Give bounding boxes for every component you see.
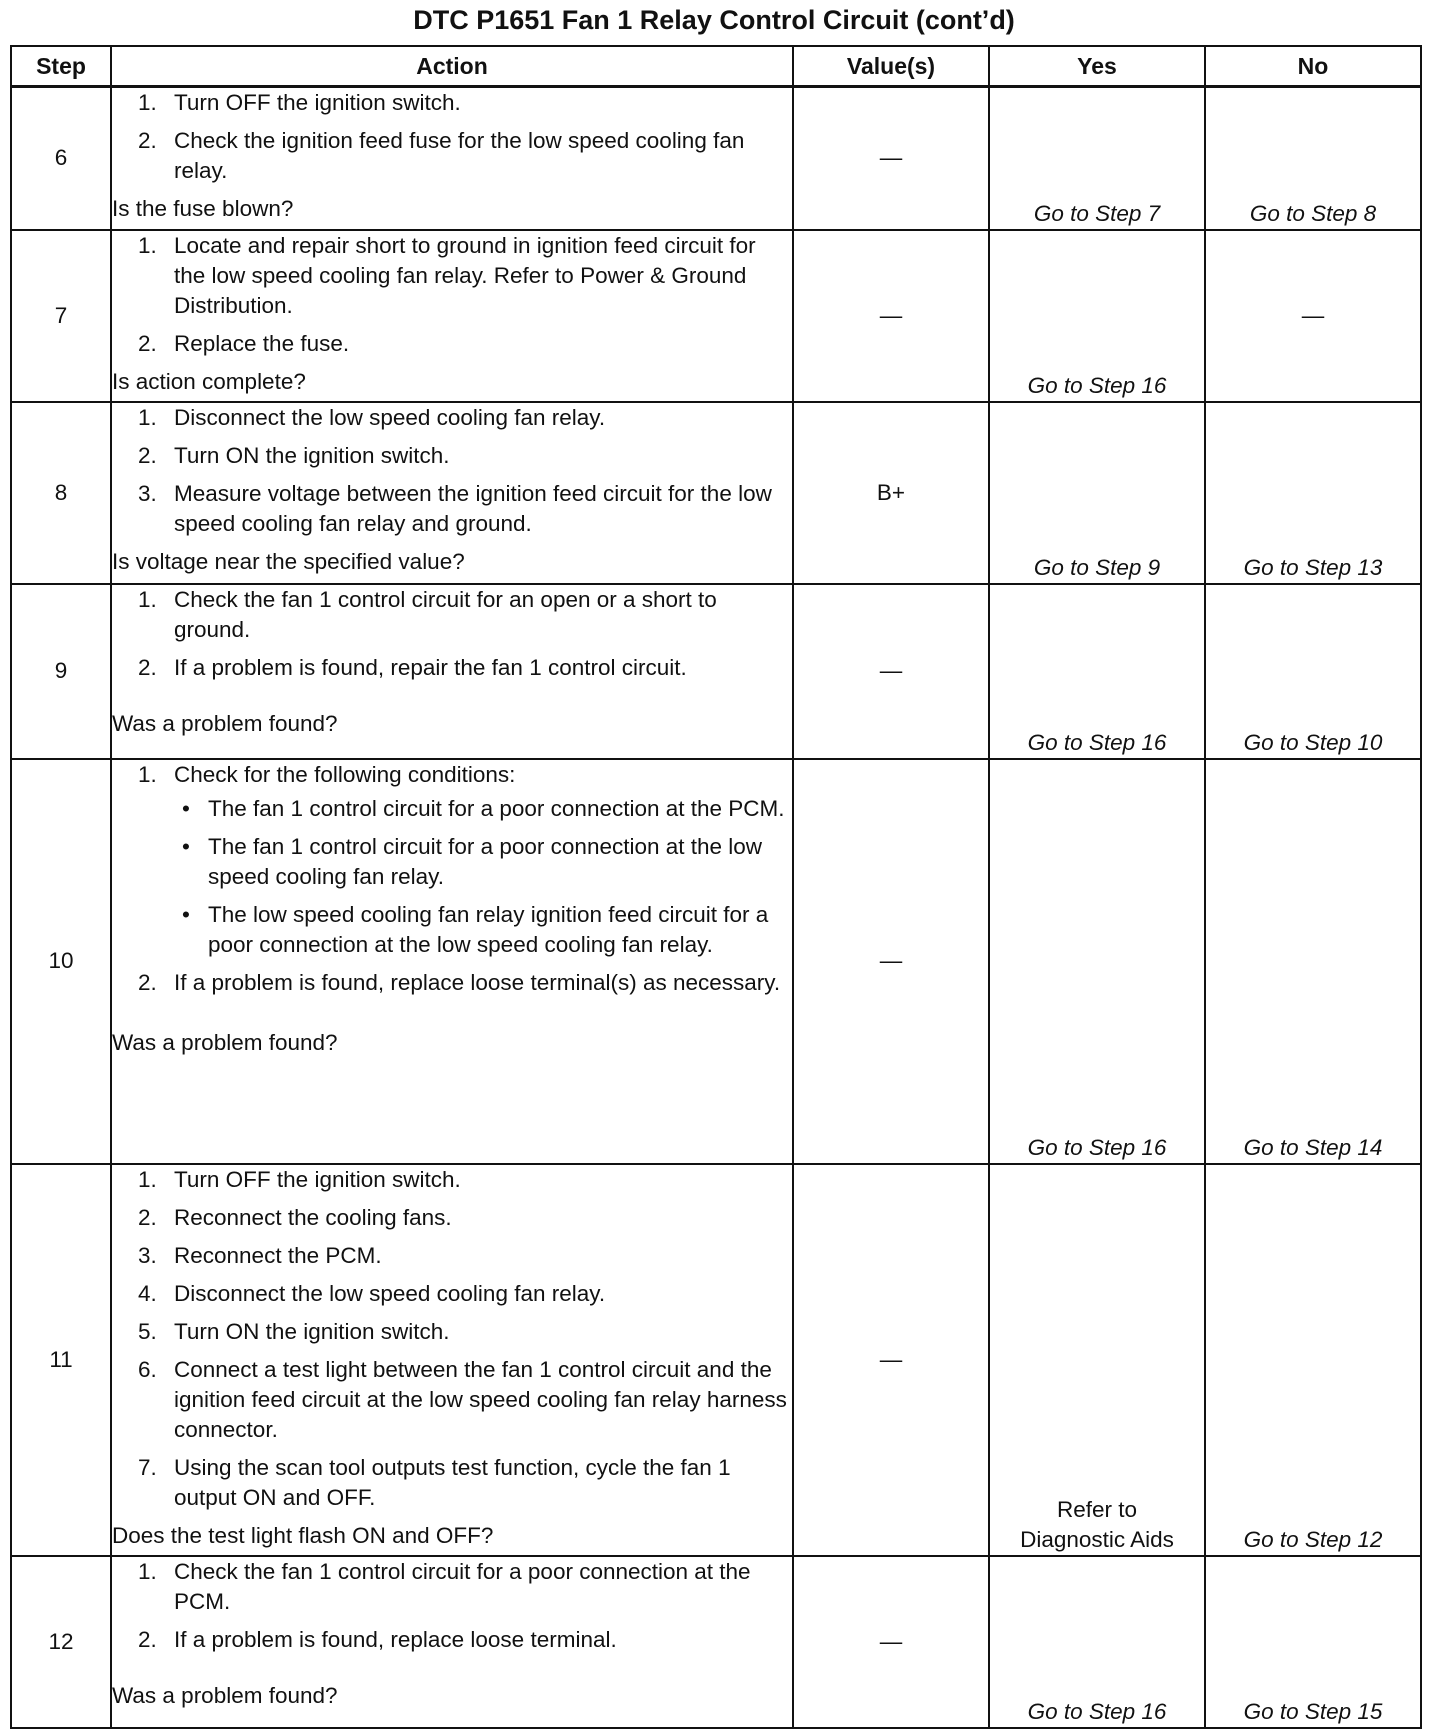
no-result: Go to Step 12: [1205, 1164, 1421, 1556]
list-item: [112, 1241, 792, 1271]
list-item: [112, 1557, 792, 1617]
item-number: 2.: [138, 330, 157, 356]
value-cell: —: [793, 1164, 989, 1556]
list-item: [112, 968, 792, 998]
item-number: 4.: [138, 1280, 157, 1306]
item-number: 1.: [138, 90, 157, 115]
action-cell: [111, 759, 793, 1164]
step-number: 12: [11, 1556, 111, 1728]
step-number: 6: [11, 87, 111, 230]
action-list: [112, 1557, 792, 1655]
condition-list: [174, 794, 792, 960]
bullet-icon: •: [182, 795, 190, 821]
item-number: 5.: [138, 1318, 157, 1344]
action-list: [112, 88, 792, 186]
list-item: [112, 1165, 792, 1195]
table-row: [11, 230, 1421, 402]
list-item: [112, 88, 792, 118]
list-item: [174, 794, 792, 824]
table-row: [11, 759, 1421, 1164]
step-number: 9: [11, 584, 111, 759]
item-number: 1.: [138, 1558, 157, 1584]
no-result: Go to Step 15: [1205, 1556, 1421, 1728]
value-cell: —: [793, 759, 989, 1164]
item-text: Disconnect the low speed cooling fan relay.: [174, 1280, 606, 1306]
list-item: [112, 126, 792, 186]
list-item: [174, 900, 792, 960]
list-item: [112, 585, 792, 645]
item-text: Check the fan 1 control circuit for an open or a short to ground.: [174, 586, 717, 642]
list-item: [112, 1453, 792, 1513]
yes-result: Go to Step 16: [989, 1556, 1205, 1728]
item-number: 1.: [138, 1166, 157, 1192]
diagnostic-table: [10, 45, 1422, 1729]
item-text: The fan 1 control circuit for a poor connection at the low speed cooling fan relay.: [208, 833, 763, 889]
header-values: Value(s): [793, 46, 989, 87]
question-text: Does the test light flash ON and OFF?: [112, 1522, 494, 1548]
yes-result: Go to Step 16: [989, 759, 1205, 1164]
item-text: Turn ON the ignition switch.: [174, 442, 450, 468]
action-list: [112, 231, 792, 359]
question-text: Is action complete?: [112, 368, 306, 394]
item-text: The low speed cooling fan relay ignition feed circuit for a poor connection at the low speed cooling fan relay.: [208, 901, 769, 957]
item-number: 6.: [138, 1356, 157, 1382]
action-list: [112, 403, 792, 539]
list-item: [112, 1355, 792, 1445]
list-item: [112, 1317, 792, 1347]
no-result: Go to Step 8: [1205, 87, 1421, 230]
header-step: Step: [11, 46, 111, 87]
action-cell: [111, 584, 793, 759]
action-cell: [111, 230, 793, 402]
list-item: [112, 441, 792, 471]
table-row: [11, 402, 1421, 584]
yes-result: Go to Step 9: [989, 402, 1205, 584]
no-result: Go to Step 14: [1205, 759, 1421, 1164]
item-text: The fan 1 control circuit for a poor connection at the PCM.: [208, 795, 785, 821]
item-number: 2.: [138, 442, 157, 468]
no-result: —: [1205, 230, 1421, 402]
yes-result-line: Diagnostic Aids: [1020, 1526, 1174, 1552]
yes-result: Go to Step 7: [989, 87, 1205, 230]
item-text: Disconnect the low speed cooling fan relay.: [174, 404, 606, 430]
step-number: 7: [11, 230, 111, 402]
value-cell: —: [793, 1556, 989, 1728]
item-number: 2.: [138, 969, 157, 995]
header-action: Action: [111, 46, 793, 87]
question-text: Was a problem found?: [112, 710, 338, 736]
question-text: Is voltage near the specified value?: [112, 548, 465, 574]
list-item: [112, 231, 792, 321]
item-text: Turn OFF the ignition switch.: [174, 90, 461, 115]
list-item: [112, 1203, 792, 1233]
page-title: DTC P1651 Fan 1 Relay Control Circuit (cont’d): [413, 5, 1015, 35]
item-text: If a problem is found, repair the fan 1 control circuit.: [174, 654, 687, 680]
item-text: Reconnect the cooling fans.: [174, 1204, 452, 1230]
list-item: [112, 1625, 792, 1655]
yes-result: Go to Step 16: [989, 584, 1205, 759]
yes-result: [989, 1164, 1205, 1556]
action-cell: [111, 402, 793, 584]
item-text: Turn OFF the ignition switch.: [174, 1166, 461, 1192]
action-list: [112, 1165, 792, 1513]
item-text: Locate and repair short to ground in ignition feed circuit for the low speed cooling fan relay. Refer to Power & Ground Distribution.: [174, 232, 756, 318]
value-cell: —: [793, 584, 989, 759]
action-cell: [111, 87, 793, 230]
step-number: 8: [11, 402, 111, 584]
item-text: If a problem is found, replace loose terminal.: [174, 1626, 617, 1652]
item-number: 2.: [138, 654, 157, 680]
table-row: [11, 1556, 1421, 1728]
bullet-icon: •: [182, 901, 190, 927]
value-cell: —: [793, 87, 989, 230]
item-text: Check the ignition feed fuse for the low speed cooling fan relay.: [174, 128, 745, 183]
no-result: Go to Step 10: [1205, 584, 1421, 759]
question-text: Was a problem found?: [112, 1029, 338, 1055]
action-cell: [111, 1556, 793, 1728]
question-text: Is the fuse blown?: [112, 196, 294, 221]
item-text: Replace the fuse.: [174, 330, 350, 356]
yes-result-line: Refer to: [1056, 1496, 1138, 1522]
item-number: 1.: [138, 404, 157, 430]
item-number: 2.: [138, 128, 157, 153]
item-text: Check the fan 1 control circuit for a poor connection at the PCM.: [174, 1558, 751, 1614]
item-number: 3.: [138, 480, 157, 506]
item-text: Check for the following conditions:: [174, 761, 516, 787]
item-number: 1.: [138, 232, 157, 258]
step-number: 10: [11, 759, 111, 1164]
list-item: [112, 329, 792, 359]
action-list: [112, 585, 792, 683]
list-item: [112, 479, 792, 539]
list-item: [112, 653, 792, 683]
header-no: No: [1205, 46, 1421, 87]
value-cell: B+: [793, 402, 989, 584]
header-row: [11, 46, 1421, 87]
bullet-icon: •: [182, 833, 190, 859]
no-result: Go to Step 13: [1205, 402, 1421, 584]
item-text: Using the scan tool outputs test function, cycle the fan 1 output ON and OFF.: [174, 1454, 731, 1510]
list-item: [112, 1279, 792, 1309]
item-text: Turn ON the ignition switch.: [174, 1318, 450, 1344]
yes-result: Go to Step 16: [989, 230, 1205, 402]
step-number: 11: [11, 1164, 111, 1556]
item-number: 7.: [138, 1454, 157, 1480]
item-number: 1.: [138, 586, 157, 612]
header-yes: Yes: [989, 46, 1205, 87]
list-item: [174, 832, 792, 892]
item-number: 2.: [138, 1626, 157, 1652]
item-number: 1.: [138, 761, 157, 787]
action-cell: [111, 1164, 793, 1556]
action-list: [112, 760, 792, 998]
item-text: Reconnect the PCM.: [174, 1242, 382, 1268]
table-row: [11, 87, 1421, 230]
question-text: Was a problem found?: [112, 1682, 338, 1708]
item-number: 2.: [138, 1204, 157, 1230]
item-text: If a problem is found, replace loose terminal(s) as necessary.: [174, 969, 781, 995]
item-text: Measure voltage between the ignition feed circuit for the low speed cooling fan relay and ground.: [174, 480, 772, 536]
list-item: [112, 403, 792, 433]
value-cell: —: [793, 230, 989, 402]
item-number: 3.: [138, 1242, 157, 1268]
table-row: [11, 584, 1421, 759]
list-item: [112, 760, 792, 960]
item-text: Connect a test light between the fan 1 control circuit and the ignition feed circuit at the low speed cooling fan relay harness connector.: [174, 1356, 787, 1442]
table-row: [11, 1164, 1421, 1556]
